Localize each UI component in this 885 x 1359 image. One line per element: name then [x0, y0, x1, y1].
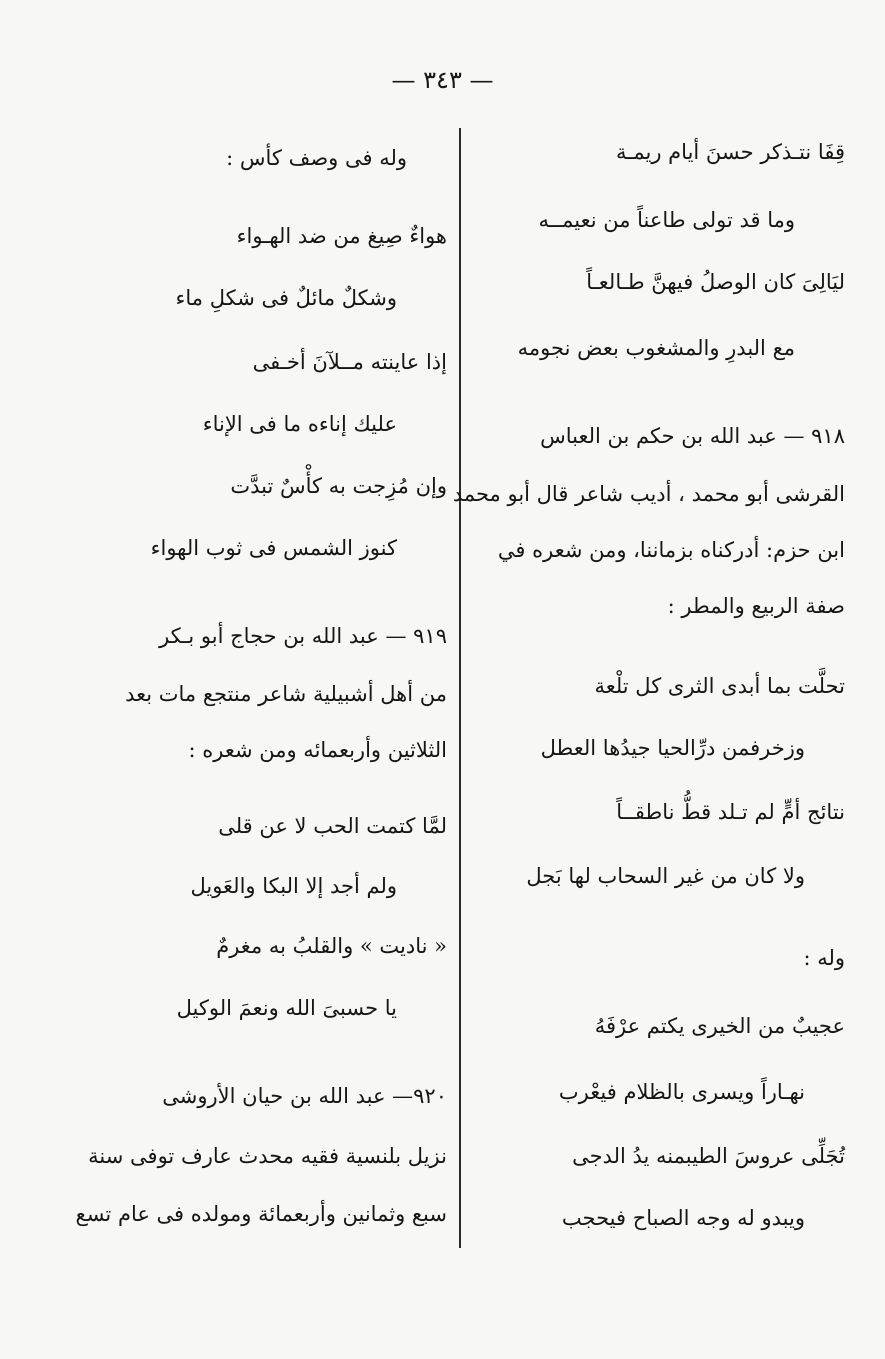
- verse-line: نتائج أمٍّ لم تـلد قطُّ ناطقــاً: [616, 800, 845, 824]
- entry-920-line: سبع وثمانين وأربعمائة ومولده فى عام تسع: [75, 1202, 447, 1226]
- verse-line: تحلَّت بما أبدى الثرى كل تلْعة: [594, 674, 845, 698]
- entry-920-line: نزيل بلنسية فقيه محدث عارف توفى سنة: [88, 1144, 447, 1168]
- verse-line: وشكلٌ مائلٌ فى شكلِ ماء: [175, 286, 397, 310]
- entry-918-line: ٩١٨ — عبد الله بن حكم بن العباس: [540, 424, 845, 448]
- verse-line: يا حسبىَ الله ونعمَ الوكيل: [176, 996, 397, 1020]
- verse-line: إذا عاينته مــلآنَ أخـفى: [252, 350, 447, 374]
- verse-line: ليَالِىَ كان الوصلُ فيهنَّ طـالعـاً: [586, 270, 845, 294]
- entry-919-line: الثلاثين وأربعمائه ومن شعره :: [188, 738, 447, 762]
- verse-line: « ناديت » والقلبُ به مغرمٌ: [216, 934, 447, 958]
- section-heading: وله فى وصف كأس :: [226, 146, 407, 170]
- entry-918-line: القرشى أبو محمد ، أديب شاعر قال أبو محمد: [452, 482, 845, 506]
- verse-line: مع البدرِ والمشغوب بعض نجومه: [517, 336, 795, 360]
- verse-line: تُجَلِّى عروسَ الطيبمنه يدُ الدجى: [572, 1144, 845, 1168]
- verse-line: وإن مُزِجت به كأْسٌ تبدَّت: [230, 474, 447, 498]
- page-number: — ٣٤٣ —: [391, 66, 494, 94]
- section-heading: وله :: [803, 946, 845, 970]
- verse-line: لمَّا كتمت الحب لا عن قلى: [218, 814, 447, 838]
- verse-line: وزخرفمن درِّالحيا جيدُها العطل: [540, 736, 805, 760]
- entry-918-line: ابن حزم: أدركناه بزماننا، ومن شعره في: [497, 538, 845, 562]
- entry-919-line: من أهل أشبيلية شاعر منتجع مات بعد: [125, 682, 447, 706]
- verse-line: وما قد تولى طاعناً من نعيمــه: [538, 208, 795, 232]
- verse-line: ولم أجد إلا البكا والعَويل: [190, 874, 397, 898]
- entry-918-line: صفة الربيع والمطر :: [667, 594, 845, 618]
- verse-line: عليك إناءه ما فى الإناء: [202, 412, 397, 436]
- verse-line: ولا كان من غير السحاب لها بَجل: [526, 864, 805, 888]
- verse-line: نهـاراً ويسرى بالظلام فيعْرب: [558, 1080, 805, 1104]
- verse-line: قِفَا نتـذكر حسنَ أيام ريمـة: [615, 140, 845, 164]
- verse-line: ويبدو له وجه الصباح فيحجب: [561, 1206, 805, 1230]
- verse-line: هواءٌ صِيغ من ضد الهـواء: [236, 224, 447, 248]
- column-divider: [459, 128, 461, 1248]
- entry-920-line: ٩٢٠— عبد الله بن حيان الأروشى: [162, 1084, 447, 1108]
- verse-line: كنوز الشمس فى ثوب الهواء: [150, 536, 397, 560]
- verse-line: عجيبٌ من الخيرى يكتم عرْفَهُ: [594, 1014, 845, 1038]
- entry-919-line: ٩١٩ — عبد الله بن حجاج أبو بـكر: [159, 624, 447, 648]
